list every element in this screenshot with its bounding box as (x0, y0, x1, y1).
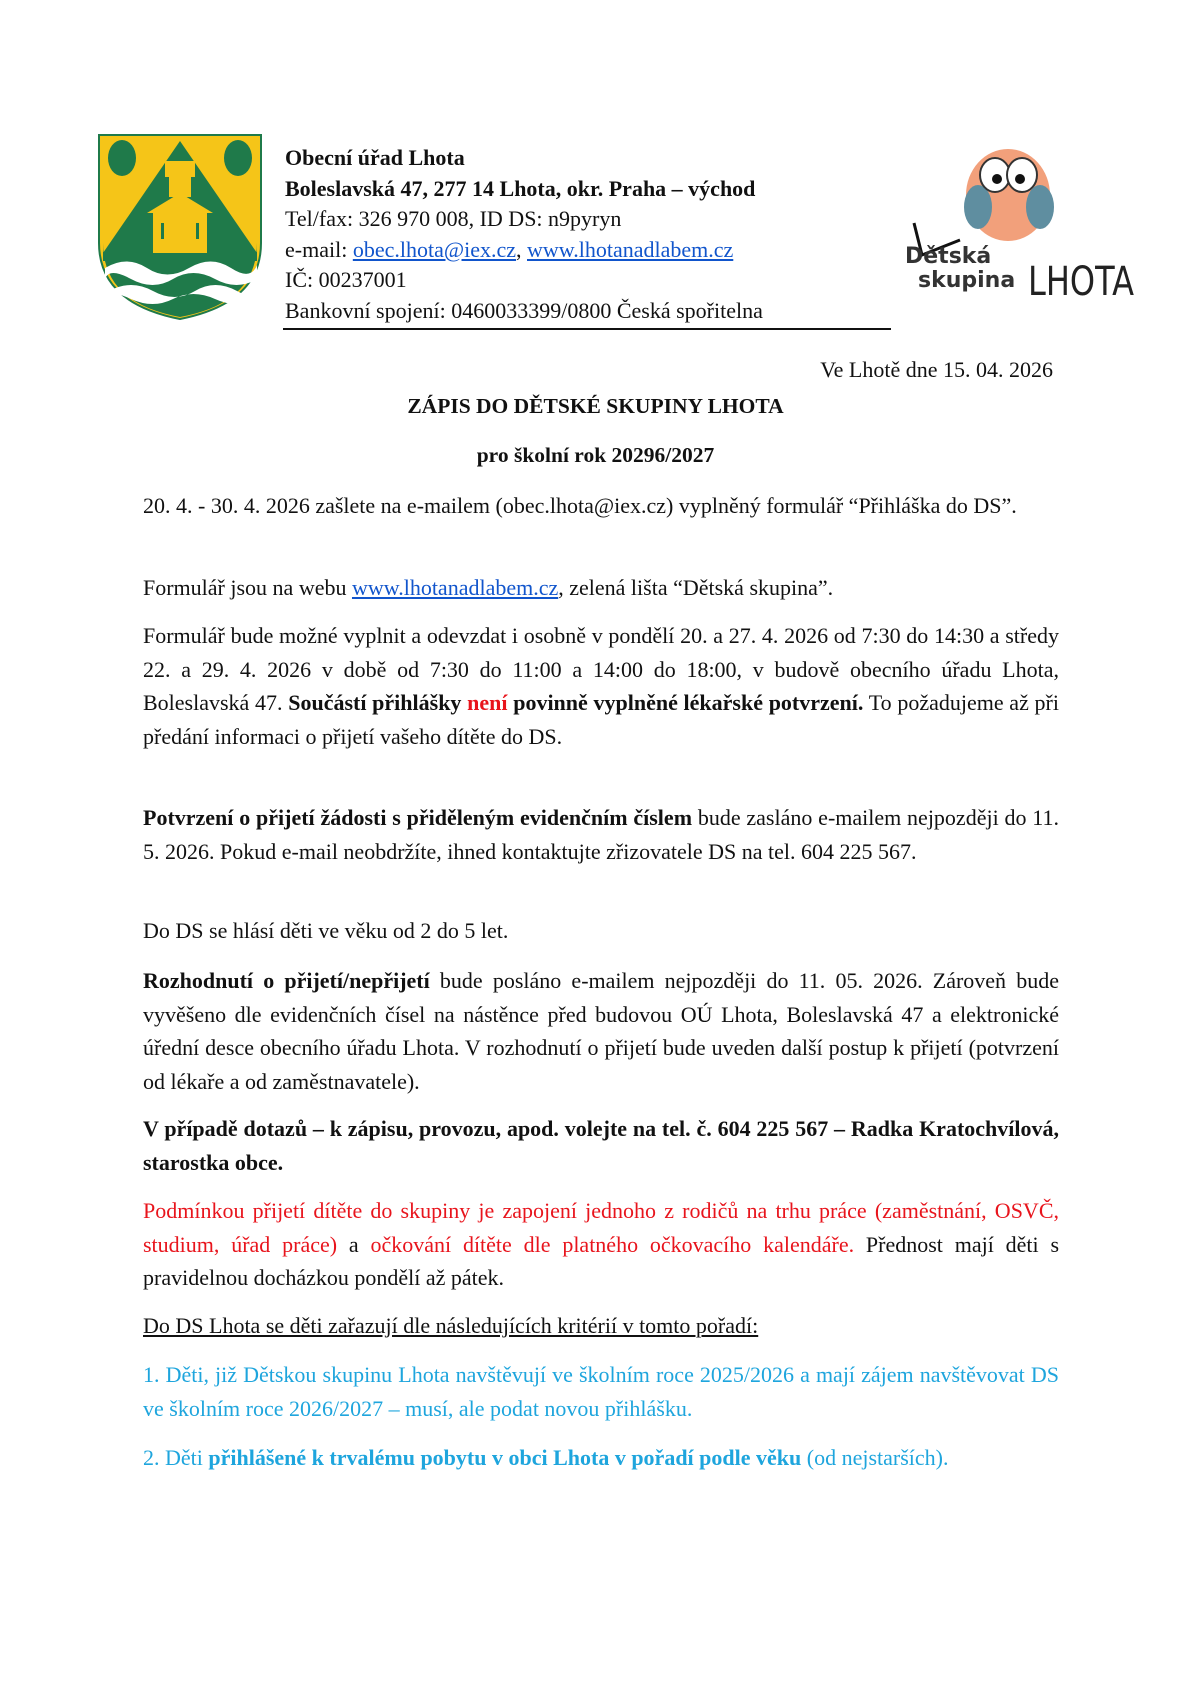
header-divider (283, 328, 891, 330)
criteria-heading (143, 1309, 1059, 1343)
text: To požadujeme až při předání informaci o přijetí vašeho dítěte do DS. (143, 690, 1059, 749)
paragraph-form-web (143, 571, 1059, 605)
text: Formulář jsou na webu (143, 575, 352, 600)
document-date: Ve Lhotě dne 15. 04. 2026 (820, 357, 1053, 382)
email-link[interactable]: obec.lhota@iex.cz (352, 236, 516, 262)
text: Přednost mají děti s pravidelnou docházkou pondělí až pátek. (143, 1231, 1060, 1290)
submission-text: 20. 4. - 30. 4. 2026 zašlete na e-mailem (obec.lhota@iex.cz) vyplněný formulář “Přihláška do DS”. (143, 493, 1017, 518)
document-title: ZÁPIS DO DĚTSKÉ SKUPINY LHOTA (407, 394, 784, 418)
svg-text:LHOTA: LHOTA (1028, 257, 1135, 305)
paragraph-in-person (143, 619, 1059, 753)
bold-text: Rozhodnutí o přijetí/nepřijetí (143, 968, 430, 993)
office-ic: IČ: 00237001 (285, 267, 407, 293)
red-text: Podmínkou přijetí dítěte do skupiny je zapojení jednoho z rodičů na trhu práce (zaměstnání, OSVČ, studium, úřad práce) (143, 1198, 1059, 1257)
bold-text: přihlášené k trvalému pobytu v obci Lhota v pořadí podle věku (208, 1445, 802, 1470)
municipal-crest-logo (97, 133, 263, 321)
document-subtitle: pro školní rok 20296/2027 (476, 443, 715, 467)
text: bude zasláno e-mailem nejpozději do 11. 5. 2026. Pokud e-mail neobdržíte, ihned kontaktujte zřizovatele DS na tel. 604 225 567. (143, 805, 1059, 864)
office-name: Obecní úřad Lhota (285, 145, 465, 170)
criteria-heading-text: Do DS Lhota se děti zařazují dle následujících kritérií v tomto pořadí: (143, 1313, 759, 1338)
age-text: Do DS se hlásí děti ve věku od 2 do 5 let. (143, 918, 509, 943)
office-telfax: Tel/fax: 326 970 008, ID DS: n9pyryn (285, 206, 622, 232)
website-link[interactable]: www.lhotanadlabem.cz (527, 236, 734, 262)
criteria-number: 2. Děti (143, 1445, 209, 1470)
text: , zelená lišta “Dětská skupina”. (558, 575, 834, 600)
detska-skupina-owl-logo (900, 145, 1135, 315)
contact-text: V případě dotazů – k zápisu, provozu, apod. volejte na tel. č. 604 225 567 – Radka Kratochvílová, starostka obce. (143, 1116, 1059, 1175)
criteria-text: 1. Děti, již Dětskou skupinu Lhota navštěvují ve školním roce 2025/2026 a mají zájem navštěvovat DS ve školním roce 2026/2027 – musí, ale podat novou přihlášku. (143, 1362, 1059, 1421)
text: Formulář bude možné vyplnit a odevzdat i osobně v pondělí 20. a 27. 4. 2026 od 7:30 do 14:30 a středy 22. a 29. 4. 2026 v době od 7:30 do 11:00 a 14:00 do 18:00, v budově obecního úřadu Lhota, Boleslavská 47. (143, 623, 1059, 715)
office-address: Boleslavská 47, 277 14 Lhota, okr. Praha – východ (285, 175, 756, 201)
paragraph-contact (143, 1112, 1059, 1179)
paragraph-confirmation (143, 801, 1059, 868)
text: bude posláno e-mailem nejpozději do 11. 05. 2026. Zároveň bude vyvěšeno dle evidenčních čísel na nástěnce před budovou OÚ Lhota, Boleslavská 47 a elektronické úřední desce obecního úřadu Lhota. V rozhodnutí o přijetí bude uveden další postup k přijetí (potvrzení od lékaře a od zaměstnavatele). (143, 968, 1059, 1094)
bold-text: povinně vyplněné lékařské potvrzení. (507, 690, 864, 715)
criteria-item-1 (143, 1358, 1059, 1425)
text: (od nejstarších). (801, 1445, 949, 1470)
svg-text:Dětská: Dětská (905, 244, 992, 269)
svg-text:skupina: skupina (918, 268, 1016, 293)
paragraph-decision (143, 964, 1059, 1098)
separator: , (516, 236, 527, 262)
paragraph-age (143, 914, 1059, 948)
bold-text: Součástí přihlášky (288, 690, 468, 715)
paragraph-submission (143, 489, 1059, 523)
office-letterhead (285, 143, 763, 327)
bold-text: Potvrzení o přijetí žádosti s přiděleným evidenčním číslem (143, 805, 693, 830)
red-text: očkování dítěte dle platného očkovacího kalendáře. (370, 1231, 855, 1257)
text: a (337, 1231, 371, 1257)
website-link[interactable]: www.lhotanadlabem.cz (351, 575, 559, 600)
office-bank: Bankovní spojení: 0460033399/0800 Česká spořitelna (285, 297, 763, 323)
office-contact (285, 235, 763, 266)
red-emphasis: není (467, 690, 508, 715)
criteria-item-2 (143, 1441, 1059, 1475)
paragraph-conditions (143, 1194, 1059, 1295)
email-label: e-mail: (285, 236, 353, 262)
